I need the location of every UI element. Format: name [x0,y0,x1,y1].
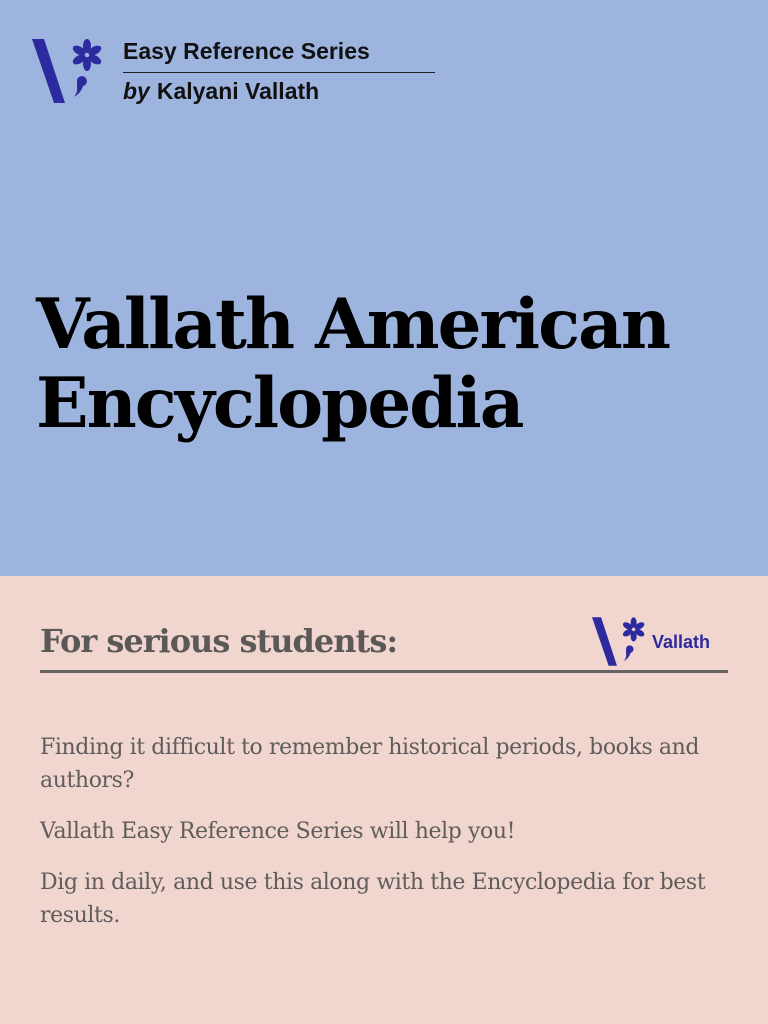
author-name: Kalyani Vallath [156,78,320,104]
author-line [123,78,319,105]
promo-divider [40,670,728,673]
promo-copy [40,731,720,950]
series-divider [123,72,435,73]
brand-name: Vallath [652,632,711,652]
promo-paragraph: Dig in daily, and use this along with the Encyclopedia for best results. [40,870,706,928]
promo-paragraph: Finding it difficult to remember historical periods, books and authors? [40,735,700,793]
series-title: Easy Reference Series [123,38,370,64]
vallath-brand-logo-icon [592,615,648,668]
promo-paragraph: Vallath Easy Reference Series will help you! [40,819,516,844]
book-title-line-2: Encyclopedia [36,363,523,444]
v-asterisk-logo-icon [32,36,106,106]
author-prefix: by [123,78,150,104]
book-title-line-1: Vallath American [36,284,670,365]
promo-heading: For serious students: [40,622,398,660]
book-title [36,285,756,443]
